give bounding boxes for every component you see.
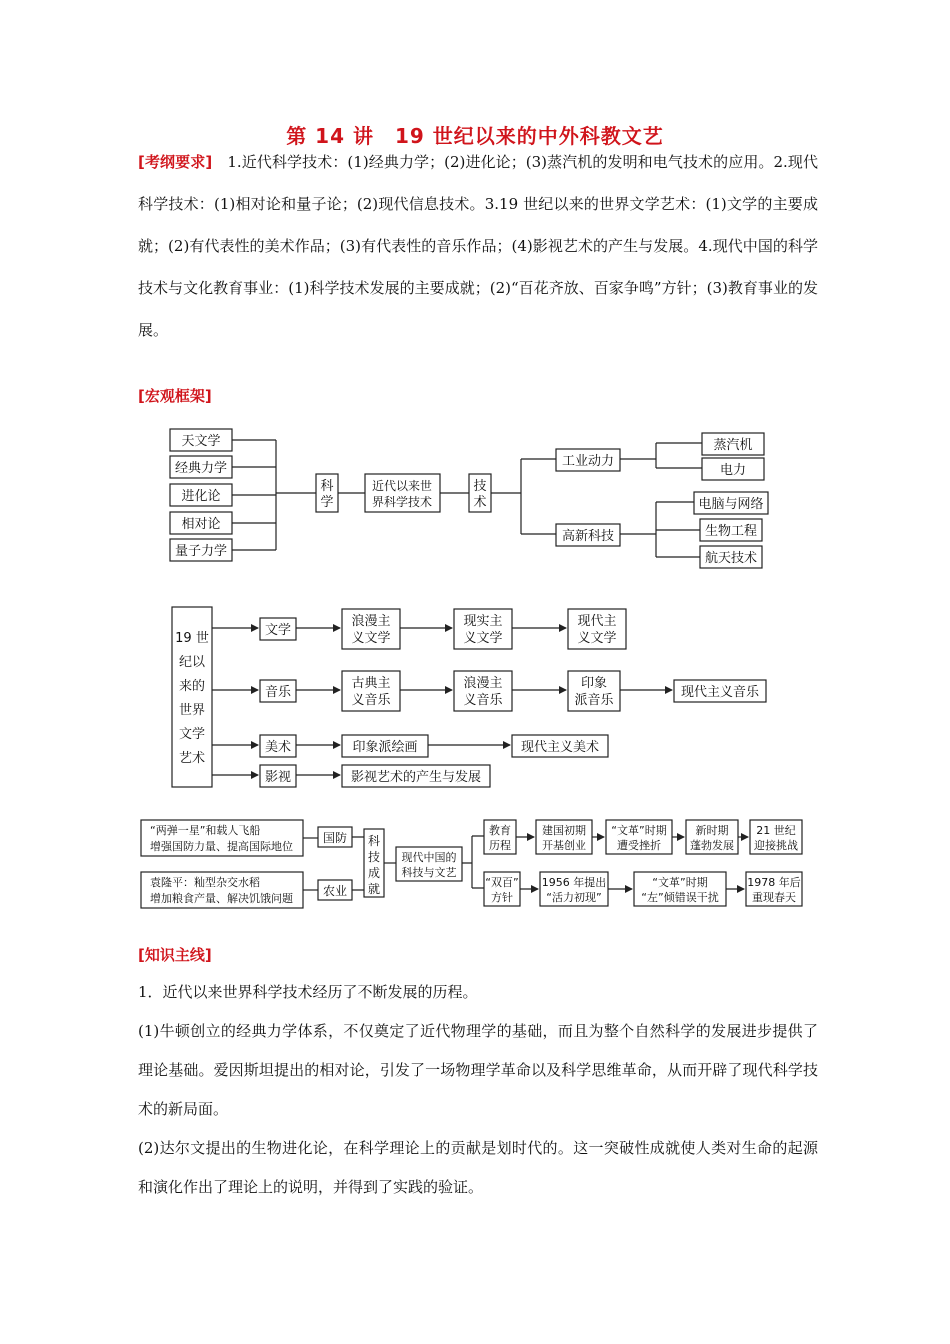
node-classical-mechanics: 经典力学: [174, 461, 228, 476]
node-steam-engine: 蒸汽机: [713, 438, 753, 453]
defense-line-1: “两弹一星”和载人飞船: [150, 824, 261, 837]
framework-label: [宏观框架]: [138, 387, 212, 405]
sb-1978-1: 1978 年后: [747, 876, 801, 889]
page-title: 第 14 讲 19 世纪以来的中外科教文艺: [286, 124, 664, 148]
edu-21c-2: 迎接挑战: [754, 839, 798, 852]
lit-realism-2: 义文学: [463, 631, 503, 646]
sci-char-2: 技: [367, 850, 381, 864]
root-line-4: 世界: [178, 703, 206, 718]
music-impression-1: 印象: [580, 676, 608, 691]
label-literature: 文学: [264, 623, 292, 638]
node-astronomy: 天文学: [181, 434, 221, 449]
science-char-2: 学: [320, 495, 334, 510]
tech-char-1: 技: [473, 479, 487, 494]
root-line-1: 19 世: [175, 631, 209, 646]
sci-char-4: 就: [367, 882, 381, 896]
defense-line-2: 增强国防力量、提高国际地位: [150, 840, 293, 853]
lit-romantic-2: 义文学: [351, 631, 391, 646]
lit-romantic-1: 浪漫主: [351, 614, 391, 629]
literature-art-diagram: [172, 607, 766, 787]
music-classical-2: 义音乐: [351, 693, 391, 708]
root-line-2: 纪以: [178, 655, 206, 670]
sb-line-1: “双百”: [485, 876, 519, 889]
node-bioengineering: 生物工程: [704, 524, 758, 539]
knowledge-paragraph-3: (2)达尔文提出的生物进化论，在科学理论上的贡献是划时代的。这一突破性成就使人类对生命的起源和演化作出了理论上的说明，并得到了实践的验证。: [138, 1139, 818, 1196]
sb-cr-1: “文革”时期: [652, 876, 708, 889]
node-aerospace: 航天技术: [704, 551, 758, 566]
edu-line-2: 历程: [489, 839, 511, 852]
root-line-3: 来的: [178, 679, 206, 694]
center3-line-1: 现代中国的: [401, 851, 457, 864]
node-quantum: 量子力学: [174, 544, 228, 559]
music-romantic-2: 义音乐: [463, 693, 503, 708]
edu-new-2: 蓬勃发展: [690, 839, 734, 852]
agri-line-1: 袁隆平：籼型杂交水稻: [150, 876, 260, 889]
lit-modern-1: 现代主: [577, 614, 617, 629]
edu-early-1: 建国初期: [542, 824, 586, 837]
edu-line-1: 教育: [489, 824, 511, 837]
sci-char-1: 科: [367, 834, 381, 848]
sb-cr-2: “左”倾错误干扰: [641, 891, 719, 904]
art-modern: 现代主义美术: [520, 740, 600, 755]
node-industrial-power: 工业动力: [561, 454, 615, 469]
label-art: 美术: [264, 740, 292, 755]
center3-line-2: 科技与文艺: [401, 866, 457, 879]
sb-line-2: 方针: [491, 891, 513, 904]
tech-char-2: 术: [473, 495, 487, 510]
center-line-2: 界科学技术: [371, 495, 433, 509]
music-romantic-1: 浪漫主: [463, 676, 503, 691]
node-evolution: 进化论: [181, 489, 221, 504]
node-relativity: 相对论: [181, 517, 221, 532]
root-line-5: 文学: [178, 727, 206, 742]
science-char-1: 科: [320, 479, 334, 494]
requirements-text: 1.近代科学技术：(1)经典力学；(2)进化论；(3)蒸汽机的发明和电气技术的应用。2.现代科学技术：(1)相对论和量子论；(2)现代信息技术。3.19 世纪以来的世界文学艺术：(1)文学的主要成就；(2)有代表性的美术作品；(3)有代表性的音乐作品；(4)影视艺术的产生与发展。4.现代中国的科学技术与文化教育事业：(1)科学技术发展的主要成就；(2)“百花齐放、百家争鸣”方针；(3)教育事业的发展。: [138, 153, 818, 339]
node-electricity: 电力: [719, 463, 747, 478]
sci-char-3: 成: [367, 866, 381, 880]
label-agriculture: 农业: [322, 884, 348, 898]
edu-cr-1: “文革”时期: [611, 824, 667, 837]
music-impression-2: 派音乐: [574, 693, 614, 708]
agri-line-2: 增加粮食产量、解决饥饿问题: [150, 892, 293, 905]
modern-china-diagram: [141, 820, 802, 908]
knowledge-paragraph-1: 1．近代以来世界科学技术经历了不断发展的历程。: [138, 983, 478, 1001]
film-development: 影视艺术的产生与发展: [350, 770, 482, 785]
center-line-1: 近代以来世: [371, 479, 433, 493]
music-modern: 现代主义音乐: [680, 685, 760, 700]
sb-1978-2: 重现春天: [752, 891, 796, 904]
node-computer-network: 电脑与网络: [698, 497, 764, 512]
edu-21c-1: 21 世纪: [756, 824, 796, 837]
label-music: 音乐: [264, 685, 292, 700]
art-impression: 印象派绘画: [352, 740, 418, 755]
edu-cr-2: 遭受挫折: [617, 839, 661, 852]
node-high-tech: 高新科技: [561, 529, 615, 544]
root-line-6: 艺术: [178, 751, 206, 766]
science-tech-diagram: [170, 429, 768, 568]
sb-1956-1: 1956 年提出: [541, 876, 607, 889]
lit-modern-2: 义文学: [577, 631, 617, 646]
music-classical-1: 古典主: [351, 676, 391, 691]
requirements-label: [考纲要求]: [138, 153, 213, 171]
lit-realism-1: 现实主: [463, 614, 503, 629]
label-defense: 国防: [322, 831, 348, 845]
knowledge-label: [知识主线]: [138, 946, 212, 964]
edu-new-1: 新时期: [695, 824, 729, 837]
label-film: 影视: [264, 770, 292, 785]
edu-early-2: 开基创业: [542, 839, 586, 852]
sb-1956-2: “活力初现”: [546, 891, 602, 904]
knowledge-paragraph-2: (1)牛顿创立的经典力学体系，不仅奠定了近代物理学的基础，而且为整个自然科学的发展进步提供了理论基础。爱因斯坦提出的相对论，引发了一场物理学革命以及科学思维革命，从而开辟了现代科学技术的新局面。: [138, 1022, 818, 1118]
d1-left-boxes: [170, 429, 232, 561]
